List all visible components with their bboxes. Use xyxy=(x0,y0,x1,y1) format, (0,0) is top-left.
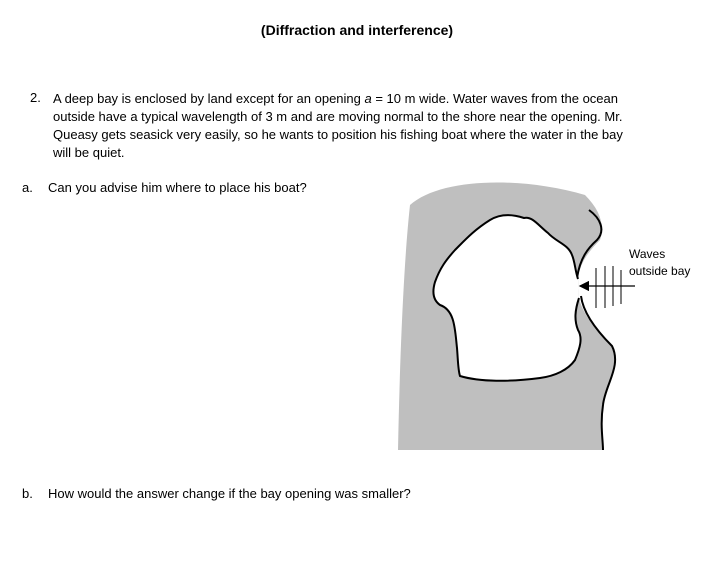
part-b xyxy=(22,486,411,501)
waves-label xyxy=(629,246,690,280)
question-text-after: = 10 m wide. Water waves from the ocean outside have a typical wavelength of 3 m and are moving normal to the shore near the opening. Mr. Queasy gets seasick very easily, so he wants to position his fishing boat where the water in the bay will be quiet. xyxy=(53,91,623,160)
part-b-label: b. xyxy=(22,486,33,501)
waves-label-line1: Waves xyxy=(629,247,666,261)
part-a-label: a. xyxy=(22,180,33,195)
part-a-text: Can you advise him where to place his boat? xyxy=(48,180,307,195)
page-title: (Diffraction and interference) xyxy=(260,22,454,38)
bay-diagram xyxy=(395,175,635,460)
question-text-before: A deep bay is enclosed by land except for an opening xyxy=(53,91,365,106)
waves-label-line2: outside bay xyxy=(629,264,691,278)
opening-variable: a xyxy=(364,91,372,106)
part-b-text: How would the answer change if the bay opening was smaller? xyxy=(48,486,411,501)
question-number: 2. xyxy=(30,90,41,105)
part-a xyxy=(22,180,307,195)
question-text xyxy=(53,90,633,162)
